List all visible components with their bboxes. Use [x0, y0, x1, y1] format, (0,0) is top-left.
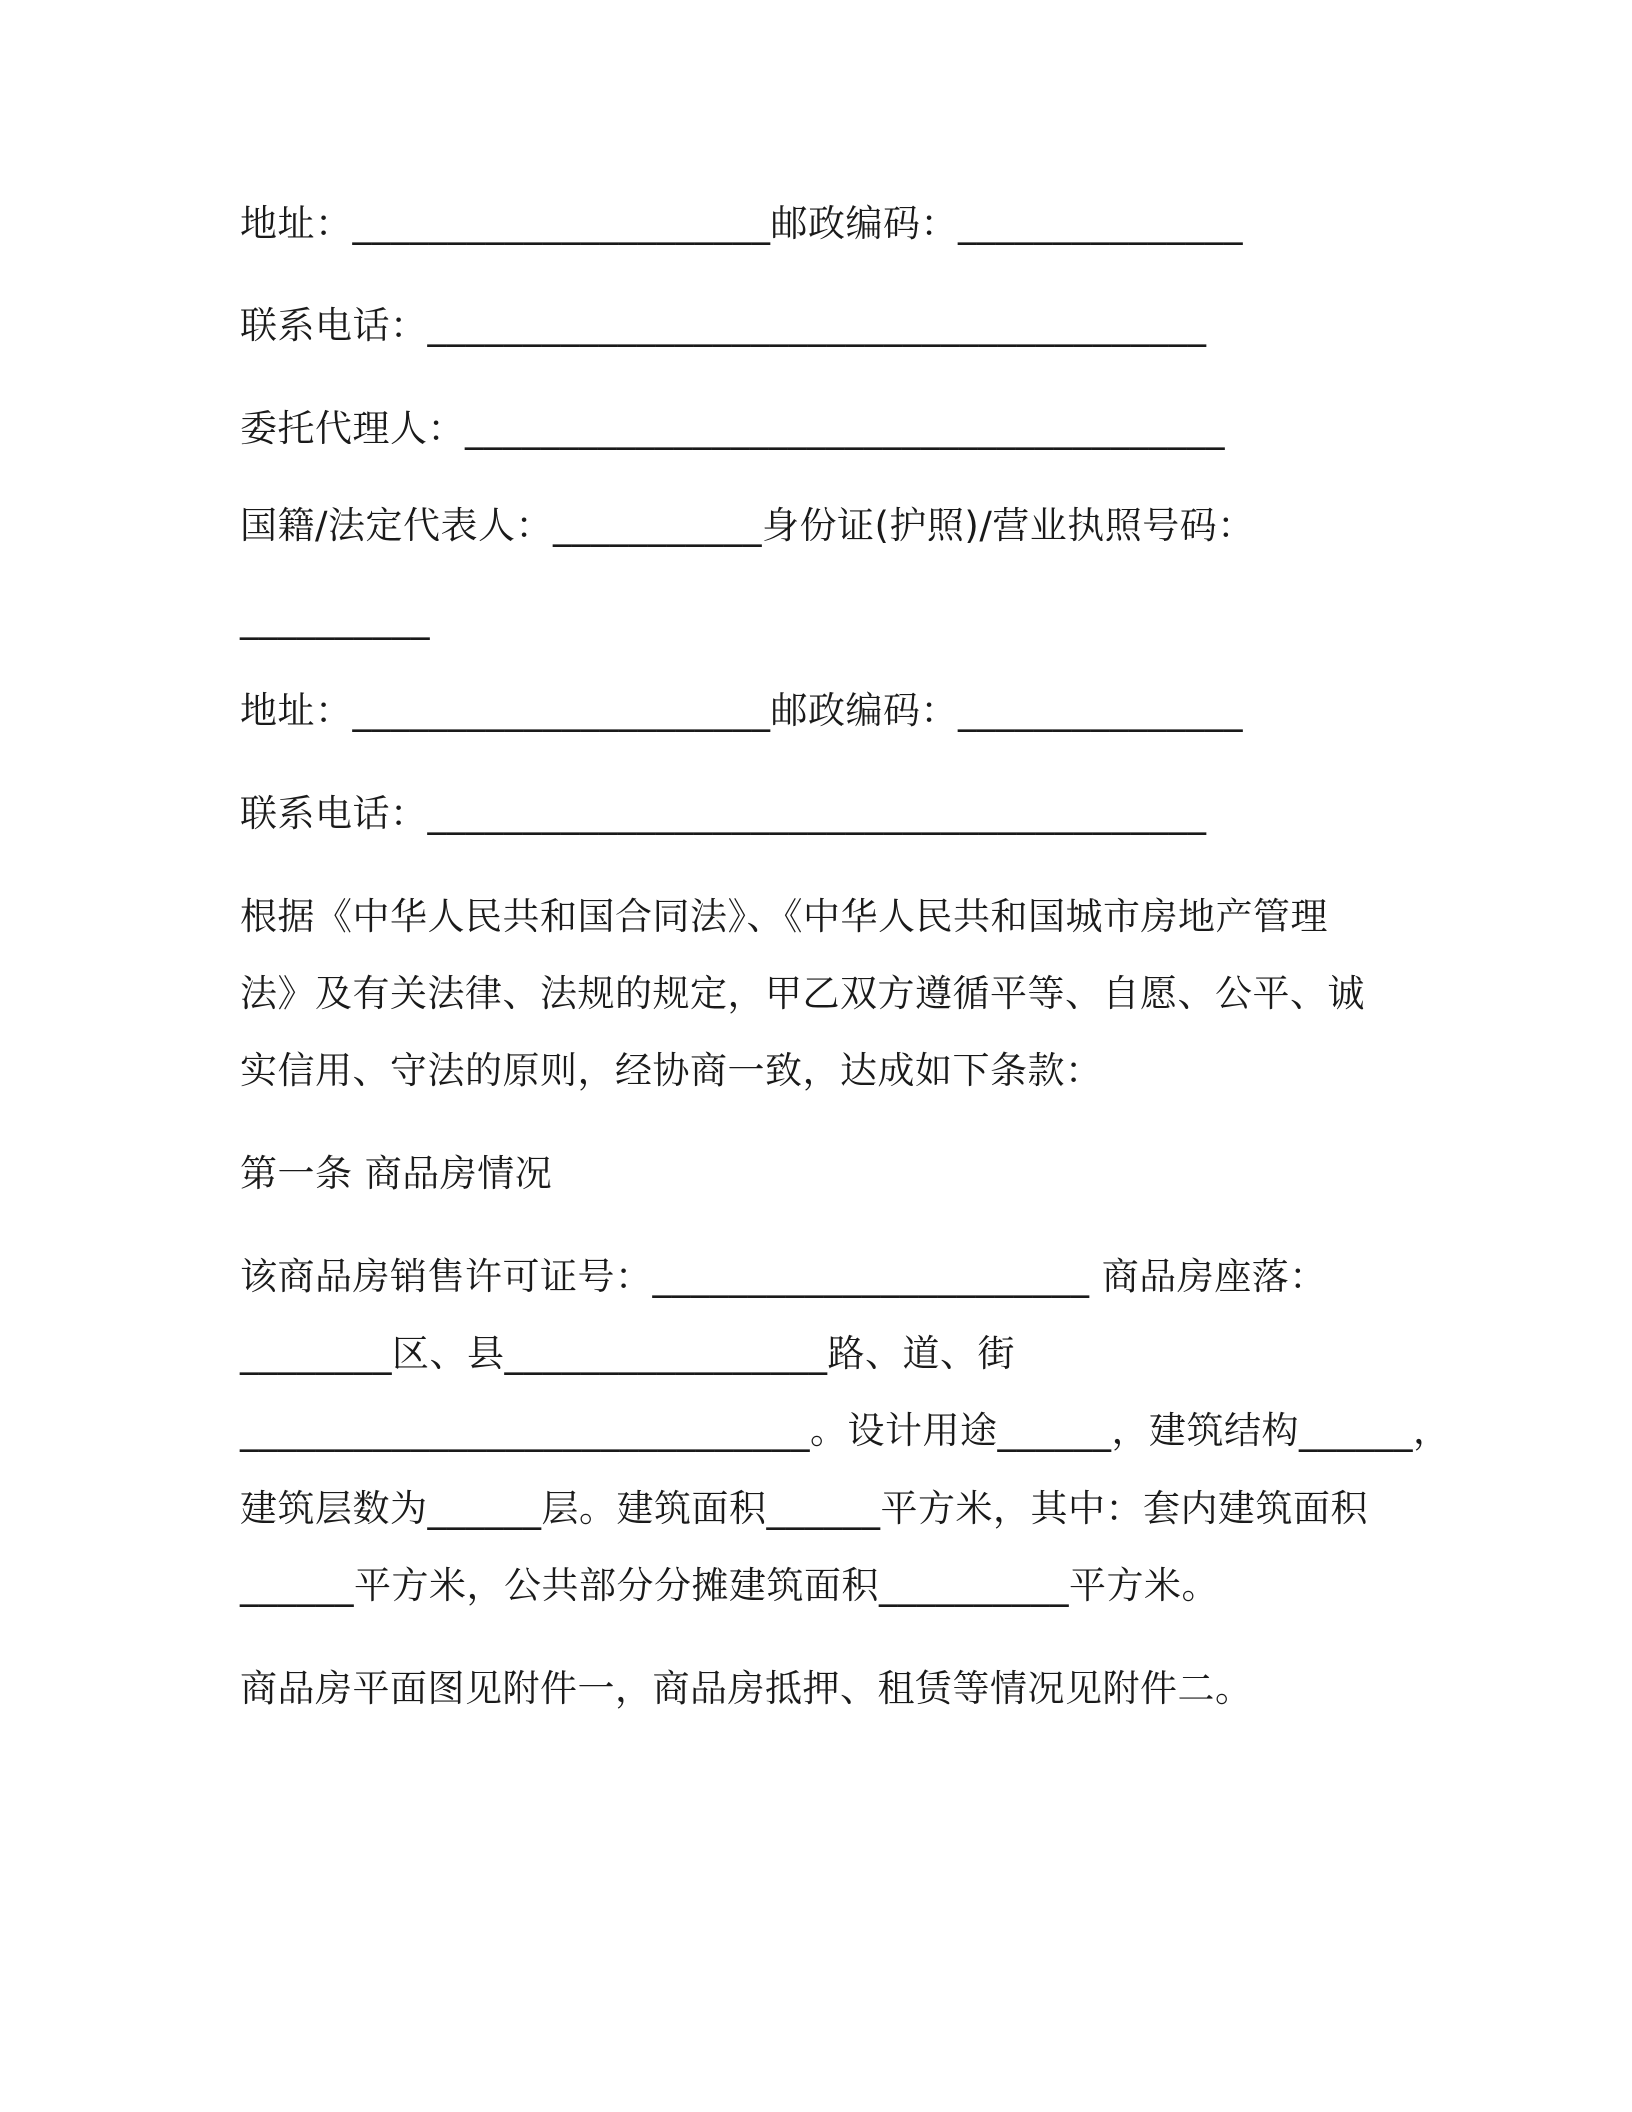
- agent-line: 委托代理人：________________________________________: [240, 407, 1225, 450]
- agent-phone-line: 联系电话：_________________________________________: [240, 792, 1207, 835]
- id-number-blank-line: __________: [240, 597, 430, 640]
- house-license-line: 该商品房销售许可证号：_______________________ 商品房座落：: [240, 1255, 1327, 1298]
- preamble-line-2: 法》及有关法律、法规的规定，甲乙双方遵循平等、自愿、公平、诚: [240, 972, 1365, 1015]
- article-one-heading: 第一条 商品房情况: [240, 1152, 553, 1195]
- attachment-note-line: 商品房平面图见附件一，商品房抵押、租赁等情况见附件二。: [240, 1667, 1253, 1710]
- party-address-line: 地址：______________________邮政编码：_______________: [240, 202, 1243, 245]
- agent-address-line: 地址：______________________邮政编码：_______________: [240, 689, 1243, 732]
- preamble-line-1: 根据《中华人民共和国合同法》、《中华人民共和国城市房地产管理: [240, 895, 1328, 938]
- house-location-line-1: ________区、县_________________路、道、街: [240, 1332, 1015, 1375]
- nationality-id-line: 国籍/法定代表人：___________身份证(护照)/营业执照号码：: [240, 504, 1255, 547]
- house-location-line-2: ______________________________。设计用途______，建筑结构______，: [240, 1409, 1451, 1452]
- party-phone-line: 联系电话：_________________________________________: [240, 304, 1207, 347]
- house-area-line-1: 建筑层数为______层。建筑面积______平方米，其中：套内建筑面积: [240, 1487, 1368, 1530]
- house-area-line-2: ______平方米，公共部分分摊建筑面积__________平方米。: [240, 1564, 1219, 1607]
- preamble-line-3: 实信用、守法的原则，经协商一致，达成如下条款：: [240, 1049, 1103, 1092]
